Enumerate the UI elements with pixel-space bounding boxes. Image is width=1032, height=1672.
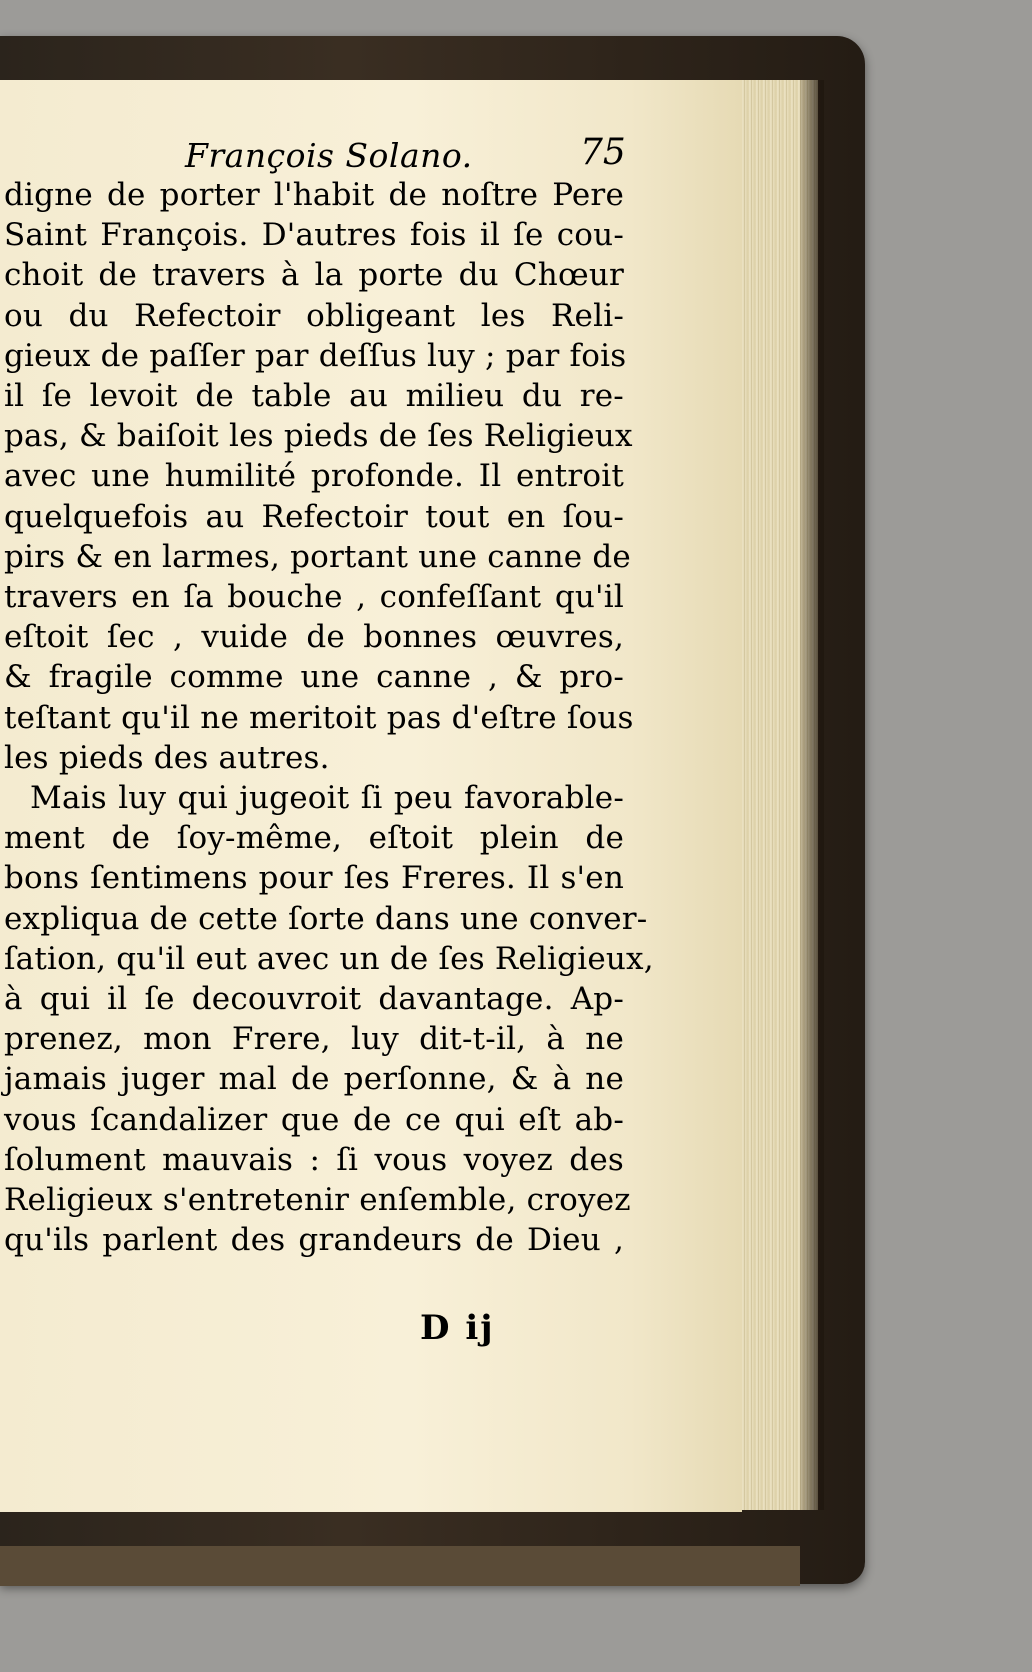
cover-edge-bottom xyxy=(0,1546,800,1586)
text-line: à qui il ſe decouvroit davantage. Ap- xyxy=(4,981,624,1018)
paragraph-1 xyxy=(4,175,634,778)
text-line: expliqua de cette ſorte dans une conver- xyxy=(4,900,648,937)
text-line: ou du Refectoir obligeant les Reli- xyxy=(4,297,624,334)
text-line: pas, & baiſoit les pieds de ſes Religieux xyxy=(4,418,633,455)
text-line: quelquefois au Refectoir tout en ſou- xyxy=(4,498,624,535)
text-line: avec une humilité profonde. Il entroit xyxy=(4,458,624,495)
page-edges-shadow xyxy=(800,80,824,1510)
text-line: prenez, mon Frere, luy dit-t-il, à ne xyxy=(4,1021,624,1058)
text-line: les pieds des autres. xyxy=(4,739,330,776)
text-line: vous ſcandalizer que de ce qui eſt ab- xyxy=(4,1101,624,1138)
text-line: jamais juger mal de perſonne, & à ne xyxy=(4,1061,624,1098)
running-head: François Solano. xyxy=(185,136,473,175)
text-line: & fragile comme une canne , & pro- xyxy=(4,659,624,696)
text-line: eſtoit ſec , vuide de bonnes œuvres, xyxy=(4,619,624,656)
text-line: choit de travers à la porte du Chœur xyxy=(4,257,624,294)
text-line: Mais luy qui jugeoit ſi peu favorable- xyxy=(30,780,624,817)
text-line: ſation, qu'il eut avec un de ſes Religieux, xyxy=(4,940,654,977)
text-line: gieux de paſſer par deſſus luy ; par fois xyxy=(4,337,627,374)
text-line: pirs & en larmes, portant une canne de xyxy=(4,538,631,575)
body-text xyxy=(4,175,654,1260)
text-line: digne de porter l'habit de noſtre Pere xyxy=(4,177,624,213)
text-line: ſolument mauvais : ſi vous voyez des xyxy=(4,1141,624,1178)
text-line: il ſe levoit de table au milieu du re- xyxy=(4,378,624,415)
text-line: Saint François. D'autres fois il ſe cou- xyxy=(4,217,624,254)
text-line: ment de ſoy-même, eſtoit plein de xyxy=(4,820,624,857)
page-number: 75 xyxy=(580,132,626,173)
text-line: teſtant qu'il ne meritoit pas d'eſtre ſous xyxy=(4,699,634,736)
paragraph-2 xyxy=(4,778,654,1260)
signature-mark: D ij xyxy=(420,1308,495,1348)
text-line: travers en ſa bouche , confeſſant qu'il xyxy=(4,579,624,616)
text-line: bons ſentimens pour ſes Freres. Il s'en xyxy=(4,860,624,897)
text-line: qu'ils parlent des grandeurs de Dieu , xyxy=(4,1222,624,1259)
text-line: Religieux s'entretenir enſemble, croyez xyxy=(4,1182,631,1219)
